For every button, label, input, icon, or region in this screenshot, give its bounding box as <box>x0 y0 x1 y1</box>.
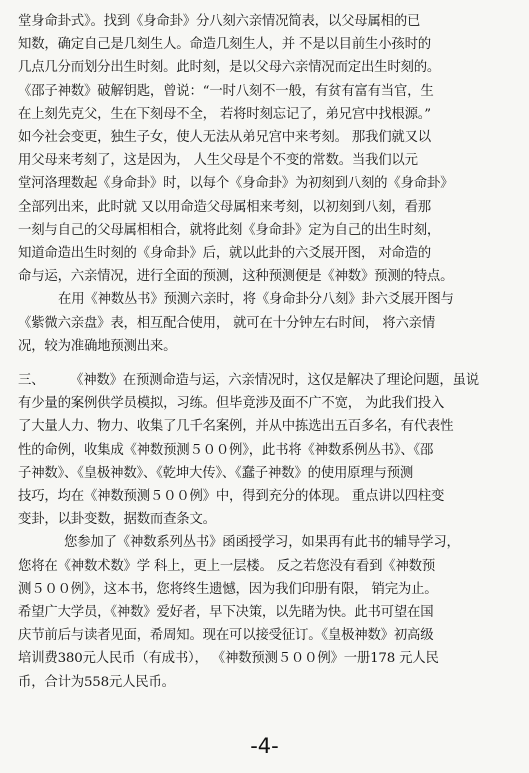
text-line: 变卦，以卦变数，据数而查条文。 <box>18 512 216 528</box>
text-line: 希望广大学员，《神数》爱好者，早下决策，以先睹为快。此书可望在国 <box>18 605 434 621</box>
text-line: 庆节前后与读者见面，希周知。现在可以接受征订。《皇极神数》初高级 <box>18 628 434 644</box>
text-line: 培训费380元人民币（有成书）， 《神数预测５００例》一册178 元人民 <box>18 651 439 667</box>
text-line: 命与运，六亲情况，进行全面的预测，这种预测便是《神数》预测的特点。 <box>18 269 454 285</box>
section-three-heading-line <box>18 369 519 392</box>
text-line: 币，合计为558元人民币。 <box>18 674 175 690</box>
text-line: 您参加了《神数系列丛书》函函授学习，如果再有此书的辅导学习， <box>64 535 460 551</box>
text-line: 测５００例》，这本书，您将终生遗憾，因为我们印册有限， 销完为止。 <box>18 581 438 597</box>
text-line: 您将在《神数术数》学 科上，更上一层楼。 反之若您没有看到《神数预 <box>18 558 436 574</box>
text-line: 知道命造出生时刻的《身命卦》后，就以此卦的六爻展开图， 对命造的 <box>18 246 431 262</box>
text-line: 在用《神数丛书》预测六亲时，将《身命卦分八刻》卦六爻展开图与 <box>58 292 454 308</box>
text-line: 《紫微六亲盘》表，相互配合使用， 就可在十分钟左右时间， 将六亲情 <box>18 315 436 331</box>
text-line: 《邵子神数》破解钥匙，曾说：“一时八刻不一般，有贫有富有当官，生 <box>18 83 434 99</box>
text-line: 如今社会变更，独生子女，使人无法从弟兄宫中来考刻。 那我们就又以 <box>18 130 431 146</box>
text-line: 技巧，均在《神数预测５００例》中，得到充分的体现。 重点讲以四柱变 <box>18 489 445 505</box>
section-number: 三、 <box>18 373 45 389</box>
text-line: 用父母来考刻了，这是因为， 人生父母是个不变的常数。当我们以元 <box>18 153 418 169</box>
paragraph-gap <box>18 358 519 369</box>
text-line: 有少量的案例供学员模拟，习练。但毕竟涉及面不广不宽， 为此我们投入 <box>18 396 445 412</box>
text-line: 知数，确定自己是几刻生人。命造几刻生人，并 不是以目前生小孩时的 <box>18 37 431 53</box>
text-line: 在上刻先克父，生在下刻母不全， 若将时刻忘记了，弟兄宫中找根源。” <box>18 106 431 122</box>
text-line: 堂河洛理数起《身命卦》时，以每个《身命卦》为初刻到八刻的《身命卦》 <box>18 176 454 192</box>
text-line: 性的命例，收集成《神数预测５００例》，此书将《神数系例丛书》、《邵 <box>18 442 434 458</box>
page-number: -4- <box>250 734 279 758</box>
text-line: 全部列出来，此时就 又以用命造父母属相来考刻，以初刻到八刻，看那 <box>18 199 431 215</box>
text-line: 一刻与自己的父母属相相合，就将此刻《身命卦》定为自己的出生时刻， <box>18 222 441 238</box>
text-line: 堂身命卦式》。找到《身命卦》分八刻六亲情况简表，以父母属相的已 <box>18 14 421 29</box>
text-line: 况，较为准确地预测出来。 <box>18 338 177 354</box>
text-line: 了大量人力、物力、收集了几千名案例，并从中拣选出五百多名，有代表性 <box>18 419 454 435</box>
text-line: 几点几分而划分出生时刻。此时刻，是以父母六亲情况而定出生时刻的。 <box>18 60 441 76</box>
text-line: 子神数》、《皇极神数》、《乾坤大传》、《蠢子神数》的使用原理与预测 <box>18 465 414 481</box>
text-line: 《神数》在预测命造与运，六亲情况时，这仅是解决了理论问题，虽说 <box>70 373 479 389</box>
